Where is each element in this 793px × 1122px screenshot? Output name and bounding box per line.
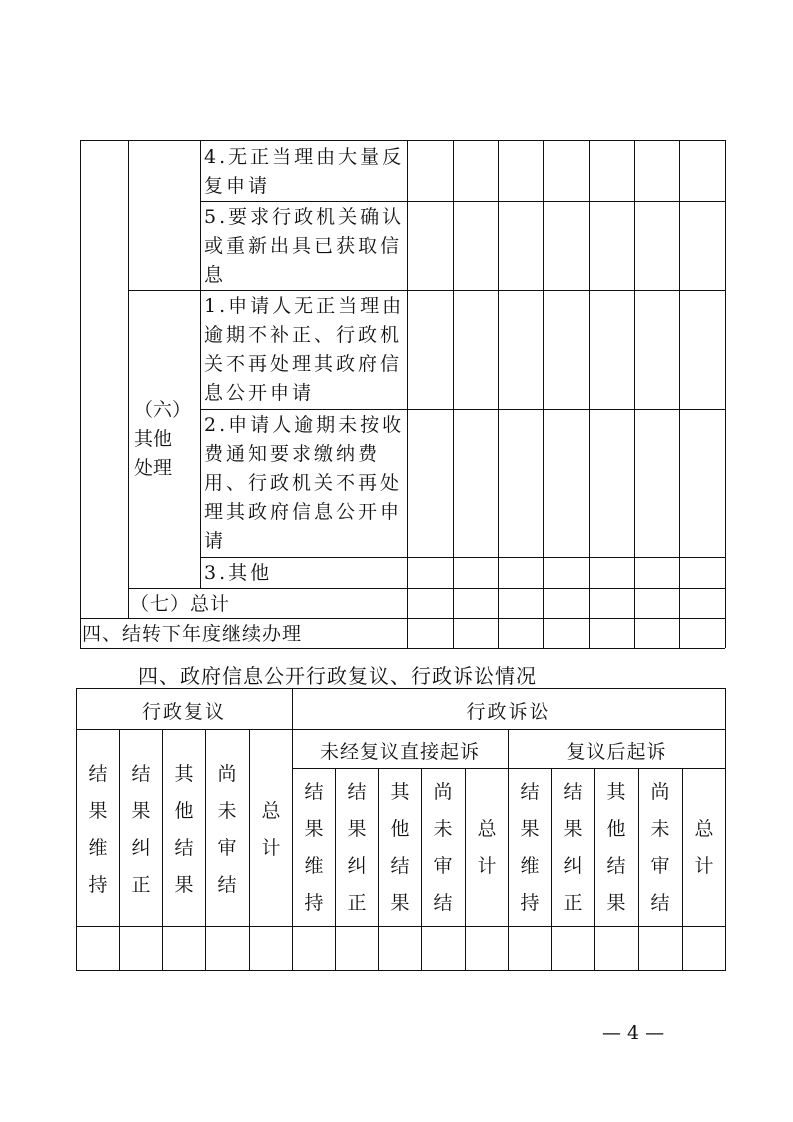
review-col-upheld: 结 果 维 持 bbox=[88, 763, 108, 896]
after-col-other: 其 他 结 果 bbox=[606, 781, 626, 914]
section-heading: 四、政府信息公开行政复议、行政诉讼情况 bbox=[138, 664, 537, 688]
direct-col-total: 总 计 bbox=[477, 818, 497, 877]
row-large-repeated-requests: 4.无正当理由大量反 复申请 bbox=[204, 146, 405, 197]
direct-col-upheld: 结 果 维 持 bbox=[304, 781, 324, 914]
carryover-label: 四、结转下年度继续办理 bbox=[82, 623, 303, 645]
direct-col-corrected: 结 果 纠 正 bbox=[347, 781, 367, 914]
direct-col-other: 其 他 结 果 bbox=[390, 781, 410, 914]
review-col-pending: 尚 未 审 结 bbox=[217, 763, 237, 896]
after-col-upheld: 结 果 维 持 bbox=[520, 781, 540, 914]
after-col-total: 总 计 bbox=[694, 818, 714, 877]
review-col-total: 总 计 bbox=[261, 800, 281, 859]
direct-suit-header: 未经复议直接起诉 bbox=[319, 741, 480, 763]
after-col-corrected: 结 果 纠 正 bbox=[563, 781, 583, 914]
after-col-pending: 尚 未 审 结 bbox=[650, 781, 670, 914]
review-col-other: 其 他 结 果 bbox=[174, 763, 194, 896]
after-review-suit-header: 复议后起诉 bbox=[566, 741, 667, 763]
admin-litigation-header: 行政诉讼 bbox=[466, 701, 551, 723]
group-label-other-handling: （六） 其他 处理 bbox=[134, 399, 192, 479]
row-overdue-fee-unpaid: 2.申请人逾期未按收 费通知要求缴纳费 用、行政机关不再处 理其政府信息公开申 请 bbox=[204, 414, 405, 552]
page-number: — 4 — bbox=[602, 1022, 665, 1044]
admin-review-header: 行政复议 bbox=[141, 701, 226, 723]
row-confirm-reissue: 5.要求行政机关确认 或重新出具已获取信 息 bbox=[204, 206, 405, 286]
review-col-corrected: 结 果 纠 正 bbox=[131, 763, 151, 896]
total-label: （七）总计 bbox=[130, 593, 231, 615]
row-other: 3.其他 bbox=[204, 562, 273, 584]
direct-col-pending: 尚 未 审 结 bbox=[433, 781, 453, 914]
row-overdue-no-correction: 1.申请人无正当理由 逾期不补正、行政机 关不再处理其政府信 息公开申请 bbox=[204, 295, 405, 404]
